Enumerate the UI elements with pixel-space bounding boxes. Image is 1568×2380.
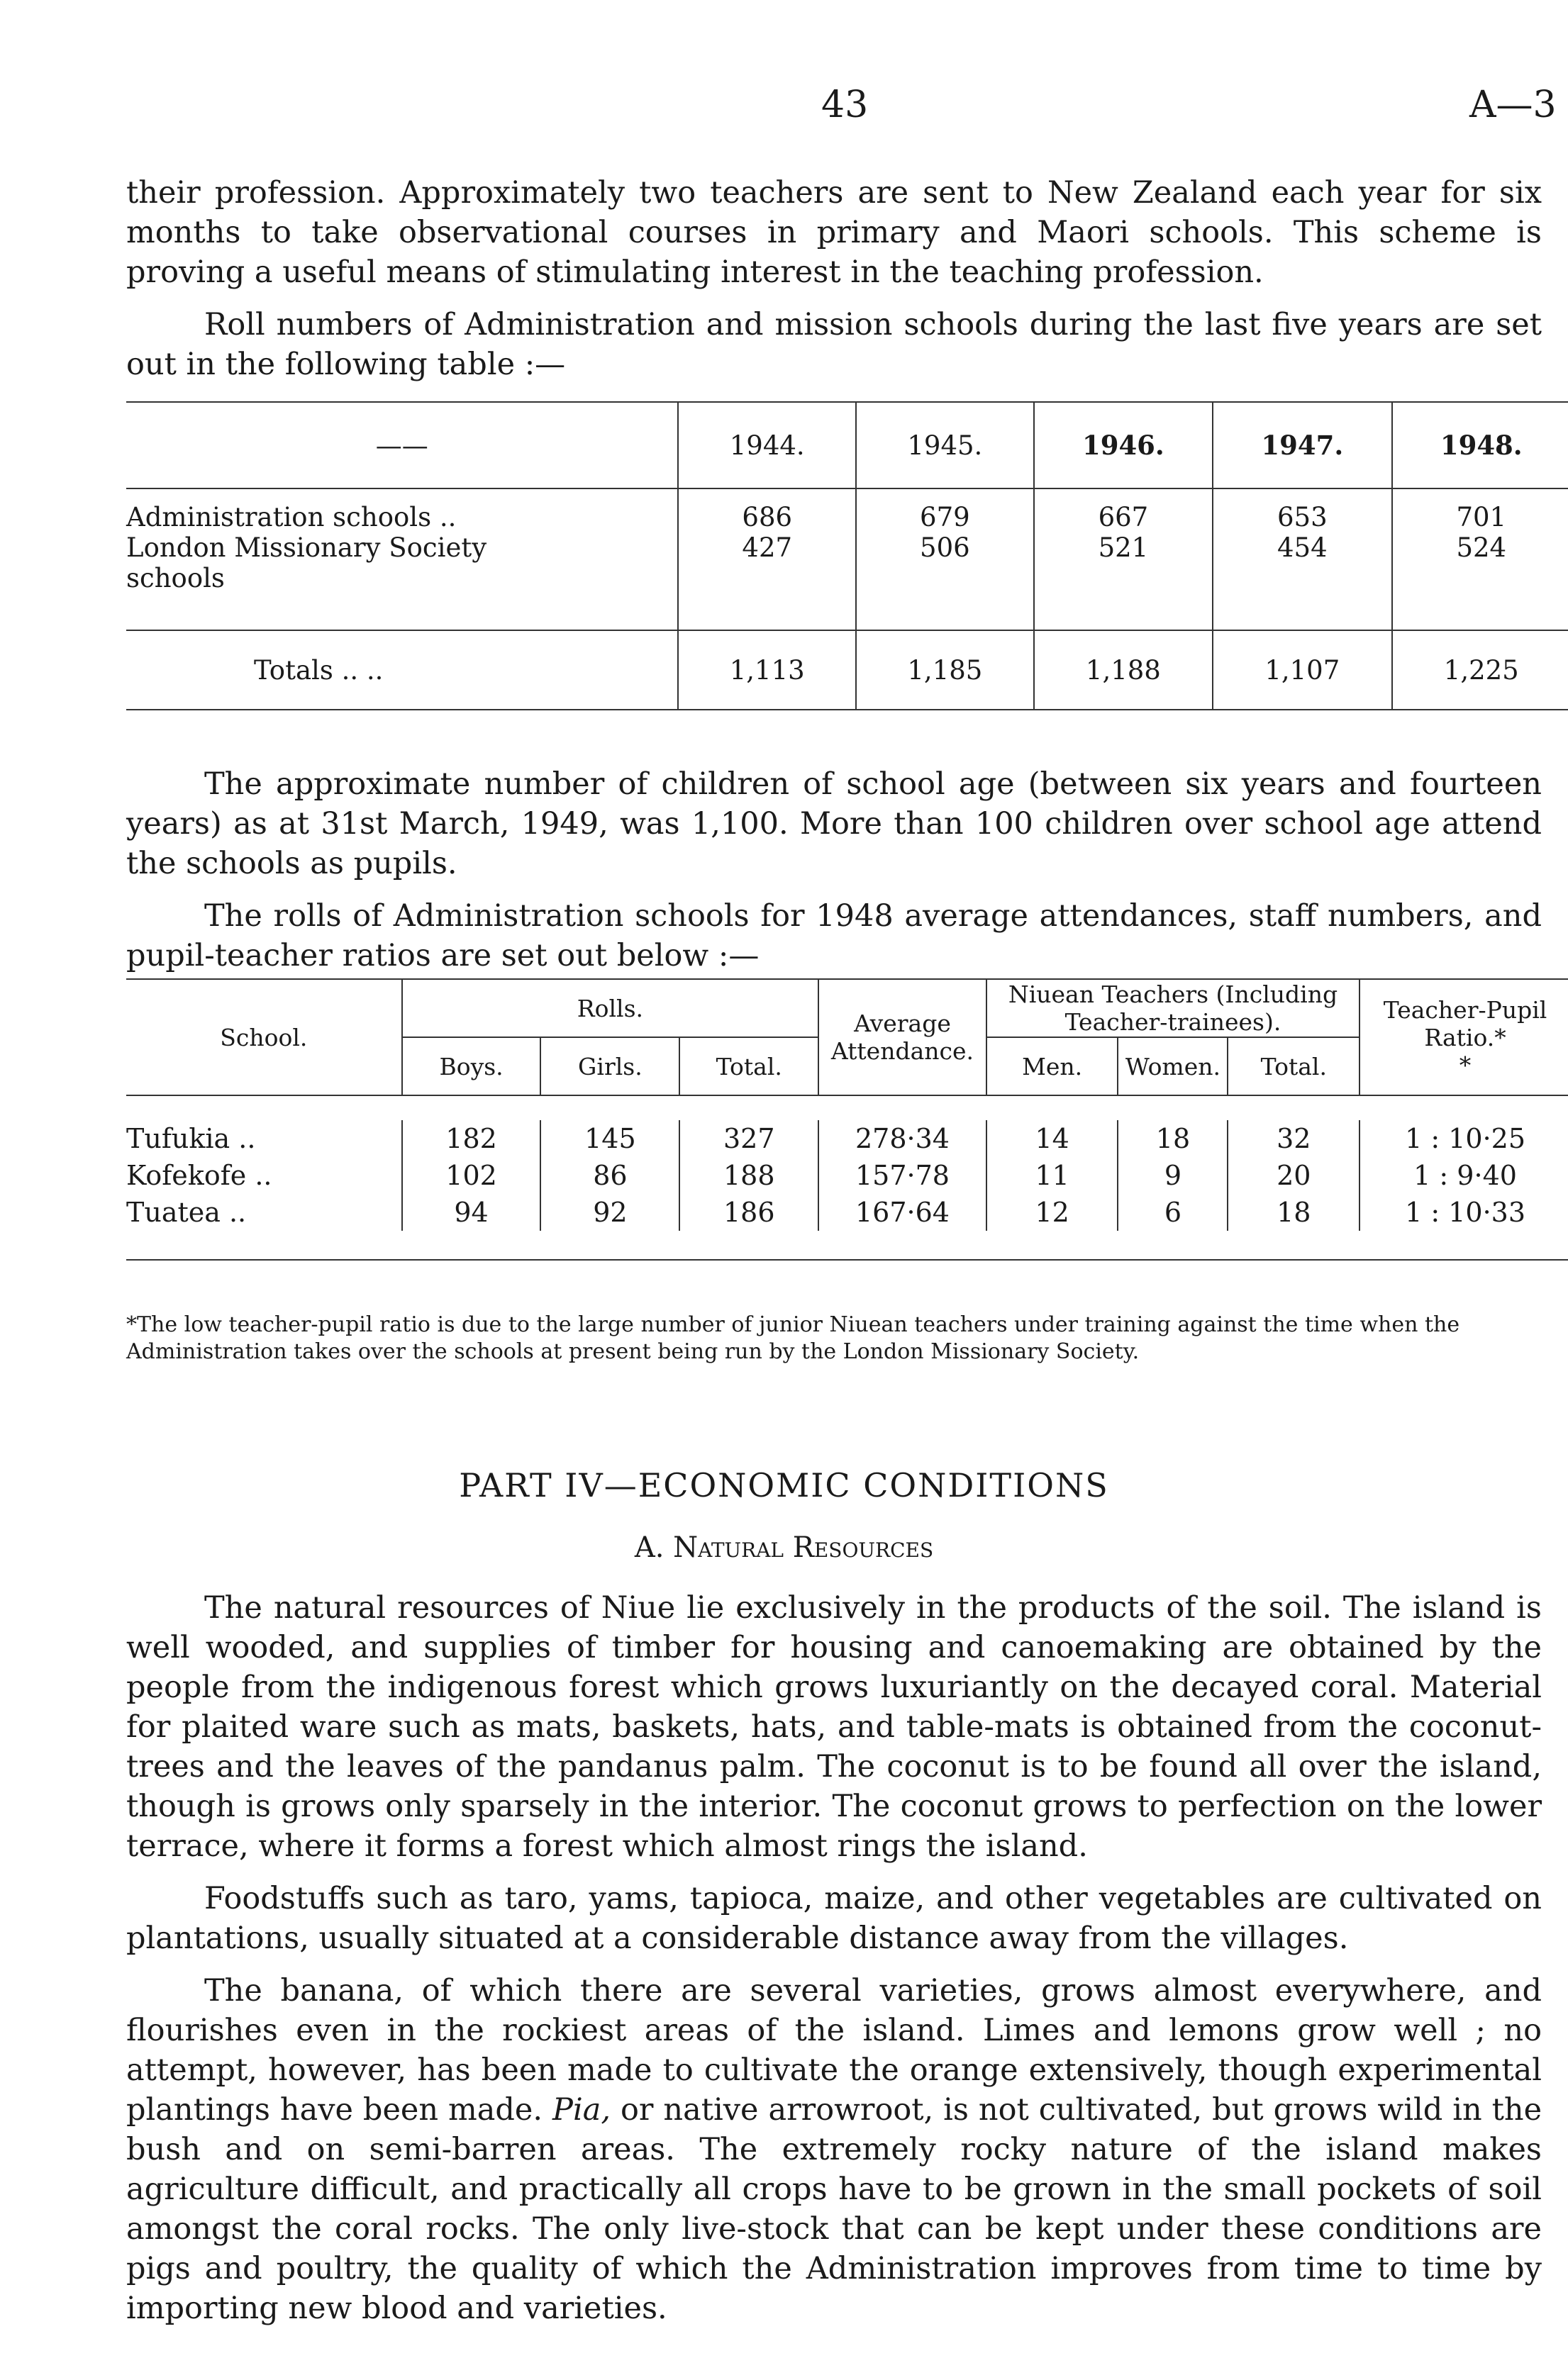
table-cell: 11: [986, 1157, 1118, 1194]
section-heading: [0, 1531, 1568, 1564]
girls-header: Girls.: [540, 1037, 679, 1095]
table-cell: 327: [679, 1120, 818, 1157]
table-cell: 18: [1228, 1194, 1360, 1231]
table-cell: 667: [1098, 502, 1149, 532]
section-title: Natural Resources: [673, 1531, 934, 1564]
school-name: Tufukia ..: [126, 1123, 256, 1154]
children-paragraph: The approximate number of children of school age (between six years and fourteen years) as at 31st March, 1949, was 1,100. More than 100 children over school age attend the schools as pupils.: [126, 766, 1542, 881]
boys-header: Boys.: [402, 1037, 541, 1095]
spacer: [126, 1231, 1568, 1260]
table-cell: 14: [986, 1120, 1118, 1157]
table-cell: 1,113: [678, 630, 856, 710]
year-values: [1392, 488, 1568, 630]
middle-text: [126, 764, 1542, 976]
year-values: [856, 488, 1034, 630]
resources-text: [126, 1588, 1542, 2328]
table-cell: 278·34: [818, 1120, 986, 1157]
table-cell: 1 : 10·25: [1360, 1120, 1568, 1157]
table-cell: 186: [679, 1194, 818, 1231]
table-cell: 157·78: [818, 1157, 986, 1194]
section-letter: A.: [634, 1531, 665, 1564]
intro-paragraph-1: their profession. Approximately two teachers are sent to New Zealand each year for six months to take observational courses in primary and Maori schools. This scheme is proving a useful means of stimulating interest in the teaching profession.: [126, 175, 1542, 290]
row-labels: [126, 488, 678, 630]
part-title: PART IV—ECONOMIC CONDITIONS: [459, 1466, 1109, 1504]
totals-row: [126, 630, 1568, 710]
resources-paragraph-2: Foodstuffs such as taro, yams, tapioca, maize, and other vegetables are cultivated on plantations, usually situated at a considerable distance away from the villages.: [126, 1881, 1542, 1956]
table-cell: 686: [742, 502, 793, 532]
roll-numbers-table: [126, 401, 1568, 710]
attendance-table: [126, 978, 1568, 1261]
intro-paragraph-2: Roll numbers of Administration and mission schools during the last five years are set out in the following table :—: [126, 307, 1542, 382]
table-cell: 12: [986, 1194, 1118, 1231]
table-cell: 679: [920, 502, 970, 532]
table-cell: 102: [402, 1157, 541, 1194]
arrowroot-text: or native arrowroot, is not cultivated, but grows wild in the bush and on semi-barren areas. The extremely rocky nature of the island makes agriculture difficult, and practically all crops have to be grown in the small pockets of soil amongst the coral rocks. The only live-stock that can be kept under these conditions are pigs and poultry, the quality of which the Administration improves from time to time by importing new blood and varieties.: [126, 2092, 1542, 2326]
year-header: 1947.: [1213, 402, 1391, 488]
year-values: [678, 488, 856, 630]
rolls-header: Rolls.: [402, 979, 819, 1037]
table-row: [126, 1194, 1568, 1231]
intro-text: [126, 173, 1542, 384]
table-cell: 167·64: [818, 1194, 986, 1231]
teachers-total-header: Total.: [1228, 1037, 1360, 1095]
ratio-footnote-mark: *: [1459, 1051, 1472, 1079]
resources-paragraph-1: The natural resources of Niue lie exclusively in the products of the soil. The island is well wooded, and supplies of timber for housing and canoemaking are obtained by the people from the indigenous forest which grows luxuriantly on the decayed coral. Material for plaited ware such as mats, baskets, hats, and table-mats is obtained from the coconut-trees and the leaves of the pandanus palm. The coconut is to be found all over the island, though is grows only sparsely in the interior. The coconut grows to perfection on the lower terrace, where it forms a forest which almost rings the island.: [126, 1590, 1542, 1864]
school-name: Tuatea ..: [126, 1197, 247, 1228]
table-row: [126, 1120, 1568, 1157]
table-row: [126, 488, 1568, 630]
year-header: 1945.: [856, 402, 1034, 488]
table-cell: 86: [540, 1157, 679, 1194]
year-header: 1946.: [1034, 402, 1213, 488]
school-name: Kofekofe ..: [126, 1160, 272, 1191]
table-cell: 653: [1277, 502, 1328, 532]
pia-term: Pia,: [552, 2092, 611, 2128]
table-cell: 454: [1277, 532, 1328, 563]
year-header: 1948.: [1392, 402, 1568, 488]
table-corner: ——: [126, 402, 678, 488]
women-header: Women.: [1118, 1037, 1228, 1095]
table-cell: 20: [1228, 1157, 1360, 1194]
totals-label: Totals .. ..: [126, 630, 678, 710]
table-cell: 32: [1228, 1120, 1360, 1157]
year-values: [1213, 488, 1391, 630]
ratio-label: Teacher-Pupil Ratio.*: [1383, 995, 1547, 1051]
total-header: Total.: [679, 1037, 818, 1095]
table-cell: 521: [1098, 532, 1149, 563]
row-label: London Missionary Society schools: [126, 532, 487, 593]
table-cell: 701: [1456, 502, 1507, 532]
table-cell: 1,188: [1034, 630, 1213, 710]
year-header: 1944.: [678, 402, 856, 488]
table-cell: 182: [402, 1120, 541, 1157]
rolls-paragraph: The rolls of Administration schools for 1948 average attendances, staff numbers, and pupil-teacher ratios are set out below :—: [126, 898, 1542, 973]
table-cell: 524: [1456, 532, 1507, 563]
men-header: Men.: [986, 1037, 1118, 1095]
teachers-header: Niuean Teachers (Including Teacher-trainees).: [986, 979, 1360, 1037]
table-cell: 92: [540, 1194, 679, 1231]
table-cell: 9: [1118, 1157, 1228, 1194]
table-row: [126, 1157, 1568, 1194]
banana-text: The banana, of which there are several varieties, grows almost everywhere, and flourishes even in the rockiest areas of the island. Limes and lemons grow well ; no attempt, however, has been made to cultivate the orange extensively, though experimental plantings have been made.: [126, 1973, 1542, 2128]
row-label: Administration schools ..: [126, 502, 457, 532]
average-attendance-header: Average Attendance.: [818, 979, 986, 1095]
table-cell: 188: [679, 1157, 818, 1194]
table-cell: 6: [1118, 1194, 1228, 1231]
table-cell: 427: [742, 532, 793, 563]
table-cell: 1,107: [1213, 630, 1391, 710]
school-header: School.: [126, 979, 402, 1095]
year-values: [1034, 488, 1213, 630]
table-cell: 94: [402, 1194, 541, 1231]
page-number: 43: [821, 84, 869, 126]
table-cell: 1,185: [856, 630, 1034, 710]
spacer: [126, 1095, 1568, 1120]
document-reference: A—3: [1469, 84, 1557, 126]
table-cell: 18: [1118, 1120, 1228, 1157]
table-header-row: [126, 402, 1568, 488]
table-cell: 145: [540, 1120, 679, 1157]
table-cell: 1 : 10·33: [1360, 1194, 1568, 1231]
table-cell: 506: [920, 532, 970, 563]
table-cell: 1,225: [1392, 630, 1568, 710]
ratio-header: [1360, 979, 1568, 1095]
table-footnote: *The low teacher-pupil ratio is due to the large number of junior Niuean teachers under training against the time when the Administration takes over the schools at present being run by the London Missionary Society.: [126, 1312, 1460, 1364]
table-cell: 1 : 9·40: [1360, 1157, 1568, 1194]
resources-paragraph-3: [126, 1971, 1542, 2328]
